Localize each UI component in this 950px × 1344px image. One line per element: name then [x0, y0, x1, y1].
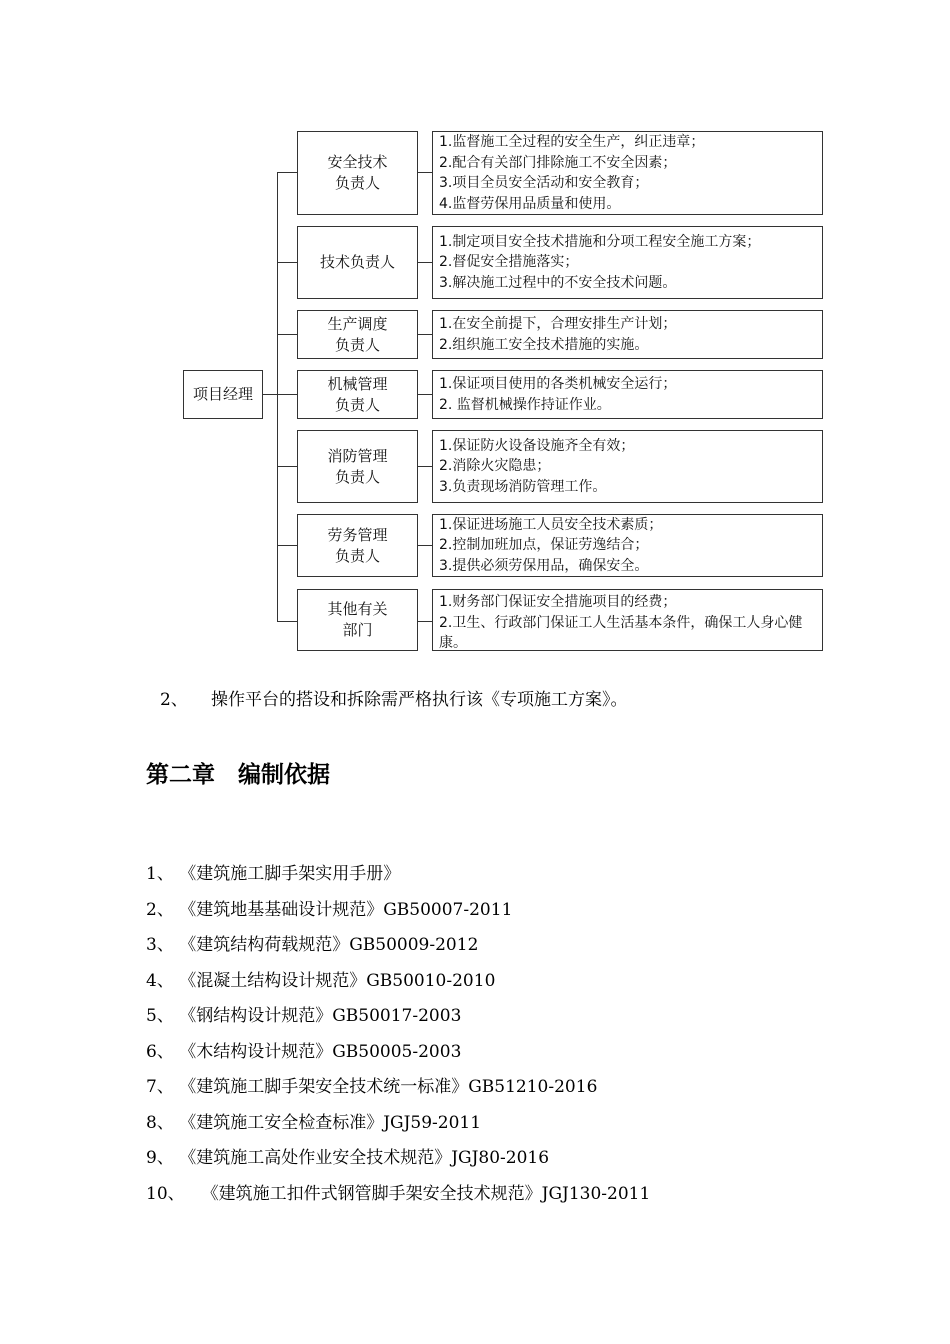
role-title-line: 劳务管理 — [327, 525, 388, 544]
reference-item: 2、 《建筑地基基础设计规范》GB50007-2011 — [146, 900, 513, 920]
duty-box-production — [432, 310, 823, 359]
duty-item: 2.卫生、行政部门保证工人生活基本条件，确保工人身心健康。 — [439, 614, 803, 651]
reference-item: 5、 《钢结构设计规范》GB50017-2003 — [146, 1006, 462, 1026]
paragraph-text: 操作平台的搭设和拆除需严格执行该《专项施工方案》。 — [211, 690, 628, 710]
duty-item: 1.监督施工全过程的安全生产，纠正违章； — [439, 134, 705, 150]
duty-item: 1.保证防火设备设施齐全有效； — [439, 437, 635, 454]
connector-duty — [417, 172, 433, 173]
connector-root — [262, 394, 278, 395]
connector-duty — [417, 466, 433, 467]
role-title-line: 安全技术 — [327, 153, 388, 171]
role-box-safety-tech — [297, 131, 418, 215]
role-title-line: 负责人 — [334, 395, 380, 414]
list-number: 2、 — [160, 690, 188, 710]
duty-item: 1.保证项目使用的各类机械安全运行； — [439, 376, 677, 392]
role-box-production — [297, 310, 418, 359]
role-box-technical — [297, 226, 418, 299]
reference-item: 7、 《建筑施工脚手架安全技术统一标准》GB51210-2016 — [146, 1077, 598, 1097]
role-title-line: 负责人 — [334, 174, 380, 192]
duty-box-fire — [432, 430, 823, 503]
role-box-machinery — [297, 370, 418, 419]
duty-box-technical — [432, 226, 823, 299]
duty-item: 2.消除火灾隐患； — [439, 458, 551, 475]
connector-branch — [277, 334, 298, 335]
duty-item: 3.解决施工过程中的不安全技术问题。 — [439, 274, 677, 291]
connector-duty — [417, 334, 433, 335]
role-title-line: 负责人 — [334, 467, 380, 486]
duty-box-labor — [432, 514, 823, 577]
duty-item: 4.监督劳保用品质量和使用。 — [439, 195, 621, 212]
role-title-line: 技术负责人 — [319, 253, 395, 271]
role-title-line: 部门 — [342, 621, 373, 639]
duty-item: 1.财务部门保证安全措施项目的经费； — [439, 594, 677, 610]
role-box-labor — [297, 514, 418, 577]
connector-duty — [417, 394, 433, 395]
org-chart — [0, 0, 950, 660]
duty-item: 3.负责现场消防管理工作。 — [439, 478, 607, 495]
duty-item: 2.配合有关部门排除施工不安全因素； — [439, 154, 677, 171]
root-label: 项目经理 — [192, 385, 253, 403]
connector-branch — [277, 621, 298, 622]
role-title-line: 负责人 — [334, 335, 380, 354]
connector-branch — [277, 172, 298, 173]
duty-item: 2.控制加班加点，保证劳逸结合； — [439, 537, 649, 554]
duty-item: 1.制定项目安全技术措施和分项工程安全施工方案； — [439, 233, 761, 250]
connector-duty — [417, 621, 433, 622]
duty-item: 2.督促安全措施落实； — [439, 254, 579, 271]
reference-item: 3、 《建筑结构荷载规范》GB50009-2012 — [146, 935, 479, 955]
reference-item: 4、 《混凝土结构设计规范》GB50010-2010 — [146, 971, 496, 991]
chapter-heading: 第二章 编制依据 — [146, 762, 330, 788]
connector-duty — [417, 262, 433, 263]
role-title-line: 机械管理 — [327, 374, 388, 393]
reference-item: 10、 《建筑施工扣件式钢管脚手架安全技术规范》JGJ130-2011 — [146, 1184, 651, 1204]
role-title-line: 负责人 — [334, 546, 380, 565]
connector-duty — [417, 545, 433, 546]
duty-item: 3.提供必须劳保用品，确保安全。 — [439, 557, 649, 574]
reference-item: 6、 《木结构设计规范》GB50005-2003 — [146, 1042, 462, 1062]
connector-trunk — [277, 172, 278, 622]
role-box-other — [297, 589, 418, 651]
connector-branch — [277, 394, 298, 395]
role-title-line: 消防管理 — [327, 446, 388, 465]
role-title-line: 其他有关 — [327, 600, 388, 618]
duty-item: 2.组织施工安全技术措施的实施。 — [439, 336, 649, 353]
role-title-line: 生产调度 — [327, 314, 388, 333]
connector-branch — [277, 262, 298, 263]
duty-item: 1.保证进场施工人员安全技术素质； — [439, 516, 663, 533]
reference-item: 9、 《建筑施工高处作业安全技术规范》JGJ80-2016 — [146, 1148, 550, 1168]
duty-box-safety-tech — [432, 131, 823, 215]
duty-item: 3.项目全员安全活动和安全教育； — [439, 175, 649, 191]
duty-item: 2. 监督机械操作持证作业。 — [439, 396, 611, 413]
duty-item: 1.在安全前提下，合理安排生产计划； — [439, 316, 677, 332]
item-2-text — [211, 685, 628, 710]
reference-item: 8、 《建筑施工安全检查标准》JGJ59-2011 — [146, 1113, 482, 1133]
root-box-project-manager — [183, 370, 263, 419]
connector-branch — [277, 545, 298, 546]
role-box-fire — [297, 430, 418, 503]
duty-box-other — [432, 589, 823, 651]
connector-branch — [277, 466, 298, 467]
reference-item: 1、 《建筑施工脚手架实用手册》 — [146, 864, 401, 884]
item-2-number — [160, 685, 188, 710]
duty-box-machinery — [432, 370, 823, 419]
